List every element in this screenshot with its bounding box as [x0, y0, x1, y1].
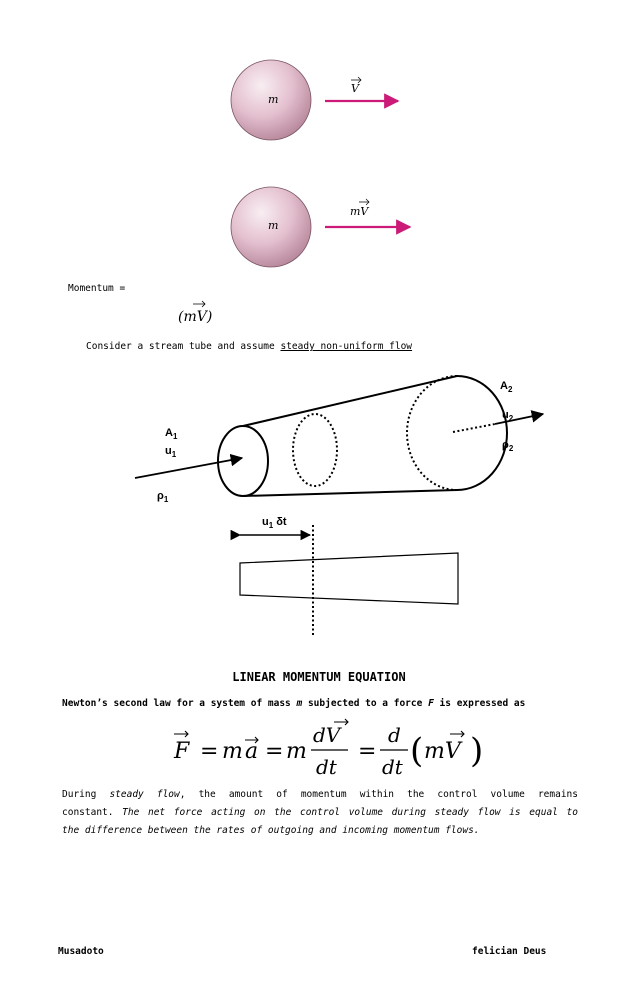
mass-label-bottom: m: [268, 219, 279, 232]
intermediate-section: [293, 414, 337, 486]
inlet-area-label: $A_1$: [165, 427, 178, 441]
stream-tube-figure: [120, 370, 550, 635]
svg-text:d: d: [388, 723, 401, 747]
momentum-expression: (mV): [178, 306, 212, 325]
svg-text:dt: dt: [382, 755, 403, 779]
inlet-density-label: $\rho_1$: [157, 490, 169, 504]
footer-author-right: felician Deus: [472, 946, 547, 957]
newton-second-law-equation: [170, 718, 490, 784]
paragraph-line-3: the difference between the rates of outgoing and incoming momentum flows.: [62, 825, 480, 836]
svg-text:m: m: [286, 739, 307, 764]
footer-author-left: Musadoto: [58, 946, 104, 957]
svg-text:=: =: [265, 739, 284, 764]
velocity-label: V: [351, 82, 359, 95]
newton-law-intro: Newton’s second law for a system of mass m subjected to a force F is expressed as: [62, 698, 526, 709]
outlet-area-label: $A_2$: [500, 380, 513, 394]
steady-flow-paragraph: [62, 786, 578, 840]
stream-tube: [218, 376, 507, 496]
svg-text:): ): [470, 731, 484, 771]
svg-text:mV: mV: [424, 739, 461, 764]
paragraph-line-2: constant. The net force acting on the control volume during steady flow is equal to: [62, 807, 578, 818]
momentum-spheres-figure: [220, 55, 420, 275]
displacement-label: $u_1$ δt: [262, 516, 287, 530]
svg-text:=: =: [358, 739, 377, 764]
svg-text:dV: dV: [313, 723, 341, 747]
stream-tube-intro: Consider a stream tube and assume steady non-uniform flow: [86, 341, 413, 352]
outlet-section: [457, 376, 507, 490]
momentum-label: Momentum =: [68, 283, 126, 294]
momentum-vector-label: mV: [350, 205, 369, 218]
outlet-velocity-label: $u_2$: [502, 409, 514, 423]
inlet-flow-arrow: [135, 458, 242, 478]
svg-text:(: (: [410, 731, 424, 771]
section-heading: LINEAR MOMENTUM EQUATION: [232, 670, 406, 684]
mass-label-top: m: [268, 93, 279, 106]
outlet-density-label: $\rho_2$: [502, 439, 514, 453]
outlet-flow-dots: [453, 424, 495, 432]
paragraph-line-1: During steady flow, the amount of momentum within the control volume remains: [62, 789, 578, 800]
svg-text:dt: dt: [316, 755, 337, 779]
control-volume-outline: [240, 553, 458, 604]
svg-text:m: m: [222, 739, 243, 764]
svg-text:=: =: [200, 739, 219, 764]
momentum-expression-hat: [190, 300, 210, 308]
svg-text:F: F: [174, 739, 190, 764]
svg-text:a: a: [245, 739, 259, 764]
inlet-velocity-label: $u_1$: [165, 445, 177, 459]
